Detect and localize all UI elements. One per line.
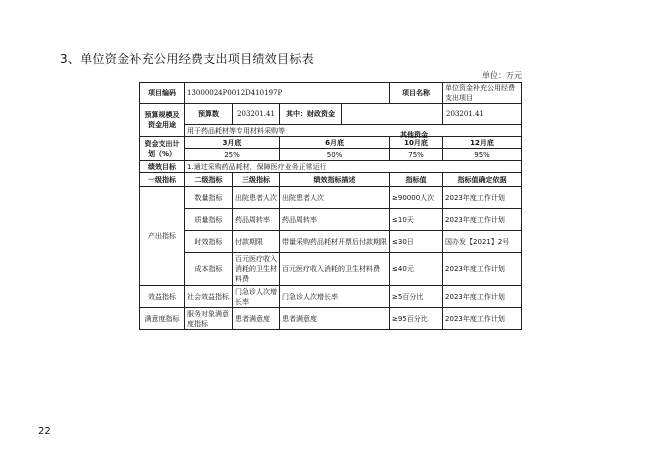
page-title: 3、单位资金补充公用经费支出项目绩效目标表 bbox=[60, 52, 314, 66]
plan-values-row bbox=[140, 149, 522, 161]
plan-label: 资金支出计划（%） bbox=[140, 137, 185, 161]
table-row bbox=[140, 231, 522, 253]
basis-cell: 国办发【2021】2号 bbox=[443, 231, 522, 253]
header-cell: 绩效指标描述 bbox=[280, 173, 390, 187]
fiscal-fund-label: 其中：财政资金 bbox=[280, 104, 342, 124]
level2-cell: 社会效益指标 bbox=[185, 286, 233, 308]
description-cell: 带量采购药品耗材开票后付款期限 bbox=[280, 231, 390, 253]
value-cell: ≤10天 bbox=[390, 209, 443, 231]
description-cell: 患者满意度 bbox=[280, 308, 390, 330]
basis-cell: 2023年度工作计划 bbox=[443, 253, 522, 286]
level3-cell: 百元医疗收入消耗的卫生材料费 bbox=[233, 253, 280, 286]
description-cell: 百元医疗收入消耗的卫生材料费 bbox=[280, 253, 390, 286]
description-cell: 门急诊人次增长率 bbox=[280, 286, 390, 308]
project-code-value: 13000024P0012D410197P bbox=[185, 83, 390, 104]
group-output: 产出指标 bbox=[140, 187, 185, 286]
basis-cell: 2023年度工作计划 bbox=[443, 286, 522, 308]
value-cell: ≤40元 bbox=[390, 253, 443, 286]
fiscal-fund-value bbox=[342, 104, 442, 124]
table-row bbox=[140, 253, 522, 286]
plan-value: 75% bbox=[390, 149, 443, 161]
budget-row bbox=[140, 104, 522, 125]
table-row bbox=[140, 187, 522, 209]
goal-row bbox=[140, 161, 522, 173]
plan-month: 3月底 bbox=[185, 137, 280, 149]
plan-value: 50% bbox=[280, 149, 390, 161]
level2-cell: 成本指标 bbox=[185, 253, 233, 286]
level2-cell: 质量指标 bbox=[185, 209, 233, 231]
header-cell: 指标值确定依据 bbox=[443, 173, 522, 187]
budget-label: 预算规模及资金用途 bbox=[140, 104, 185, 137]
level3-cell: 药品周转率 bbox=[233, 209, 280, 231]
table-row bbox=[140, 286, 522, 308]
group-benefit: 效益指标 bbox=[140, 286, 185, 308]
budget-amount-value: 203201.41 bbox=[233, 104, 280, 125]
level3-cell: 付款期限 bbox=[233, 231, 280, 253]
project-name-value: 单位资金补充公用经费支出项目 bbox=[443, 83, 522, 104]
basis-cell: 2023年度工作计划 bbox=[443, 187, 522, 209]
basis-cell: 2023年度工作计划 bbox=[443, 308, 522, 330]
unit-label: 单位：万元 bbox=[482, 71, 522, 80]
header-row bbox=[140, 173, 522, 187]
goal-label: 绩效目标 bbox=[140, 161, 185, 173]
description-cell: 出院患者人次 bbox=[280, 187, 390, 209]
plan-value: 25% bbox=[185, 149, 280, 161]
level2-cell: 时效指标 bbox=[185, 231, 233, 253]
usage-row bbox=[140, 125, 522, 137]
goal-value: 1.通过采购药品耗材，保障医疗业务正常运行 bbox=[185, 161, 522, 173]
level3-cell: 患者满意度 bbox=[233, 308, 280, 330]
table-row bbox=[140, 209, 522, 231]
level2-cell: 服务对象满意度指标 bbox=[185, 308, 233, 330]
other-fund-value: 203201.41 bbox=[446, 110, 484, 118]
project-name-label: 项目名称 bbox=[390, 83, 443, 104]
plan-month: 10月底 bbox=[390, 137, 443, 149]
header-cell: 三级指标 bbox=[233, 173, 280, 187]
header-cell: 指标值 bbox=[390, 173, 443, 187]
description-cell: 药品周转率 bbox=[280, 209, 390, 231]
page-number: 22 bbox=[38, 426, 51, 437]
group-satisfaction: 满意度指标 bbox=[140, 308, 185, 330]
level3-cell: 门急诊人次增长率 bbox=[233, 286, 280, 308]
basis-cell: 2023年度工作计划 bbox=[443, 209, 522, 231]
value-cell: ≥5百分比 bbox=[390, 286, 443, 308]
other-fund-label: 其他资金 bbox=[400, 131, 428, 139]
plan-month: 12月底 bbox=[443, 137, 522, 149]
project-code-row bbox=[140, 83, 522, 104]
value-cell: ≥90000人次 bbox=[390, 187, 443, 209]
budget-usage: 用于药品耗材等专用材料采购等 bbox=[185, 125, 522, 137]
level3-cell: 出院患者人次 bbox=[233, 187, 280, 209]
level2-cell: 数量指标 bbox=[185, 187, 233, 209]
plan-value: 95% bbox=[443, 149, 522, 161]
performance-target-table bbox=[139, 82, 522, 330]
header-cell: 二级指标 bbox=[185, 173, 233, 187]
value-cell: ≤30日 bbox=[390, 231, 443, 253]
plan-months-row bbox=[140, 137, 522, 149]
plan-month: 6月底 bbox=[280, 137, 390, 149]
budget-amount-label: 预算数 bbox=[185, 104, 233, 125]
header-cell: 一级指标 bbox=[140, 173, 185, 187]
table-row bbox=[140, 308, 522, 330]
value-cell: ≥95百分比 bbox=[390, 308, 443, 330]
project-code-label: 项目编码 bbox=[140, 83, 185, 104]
